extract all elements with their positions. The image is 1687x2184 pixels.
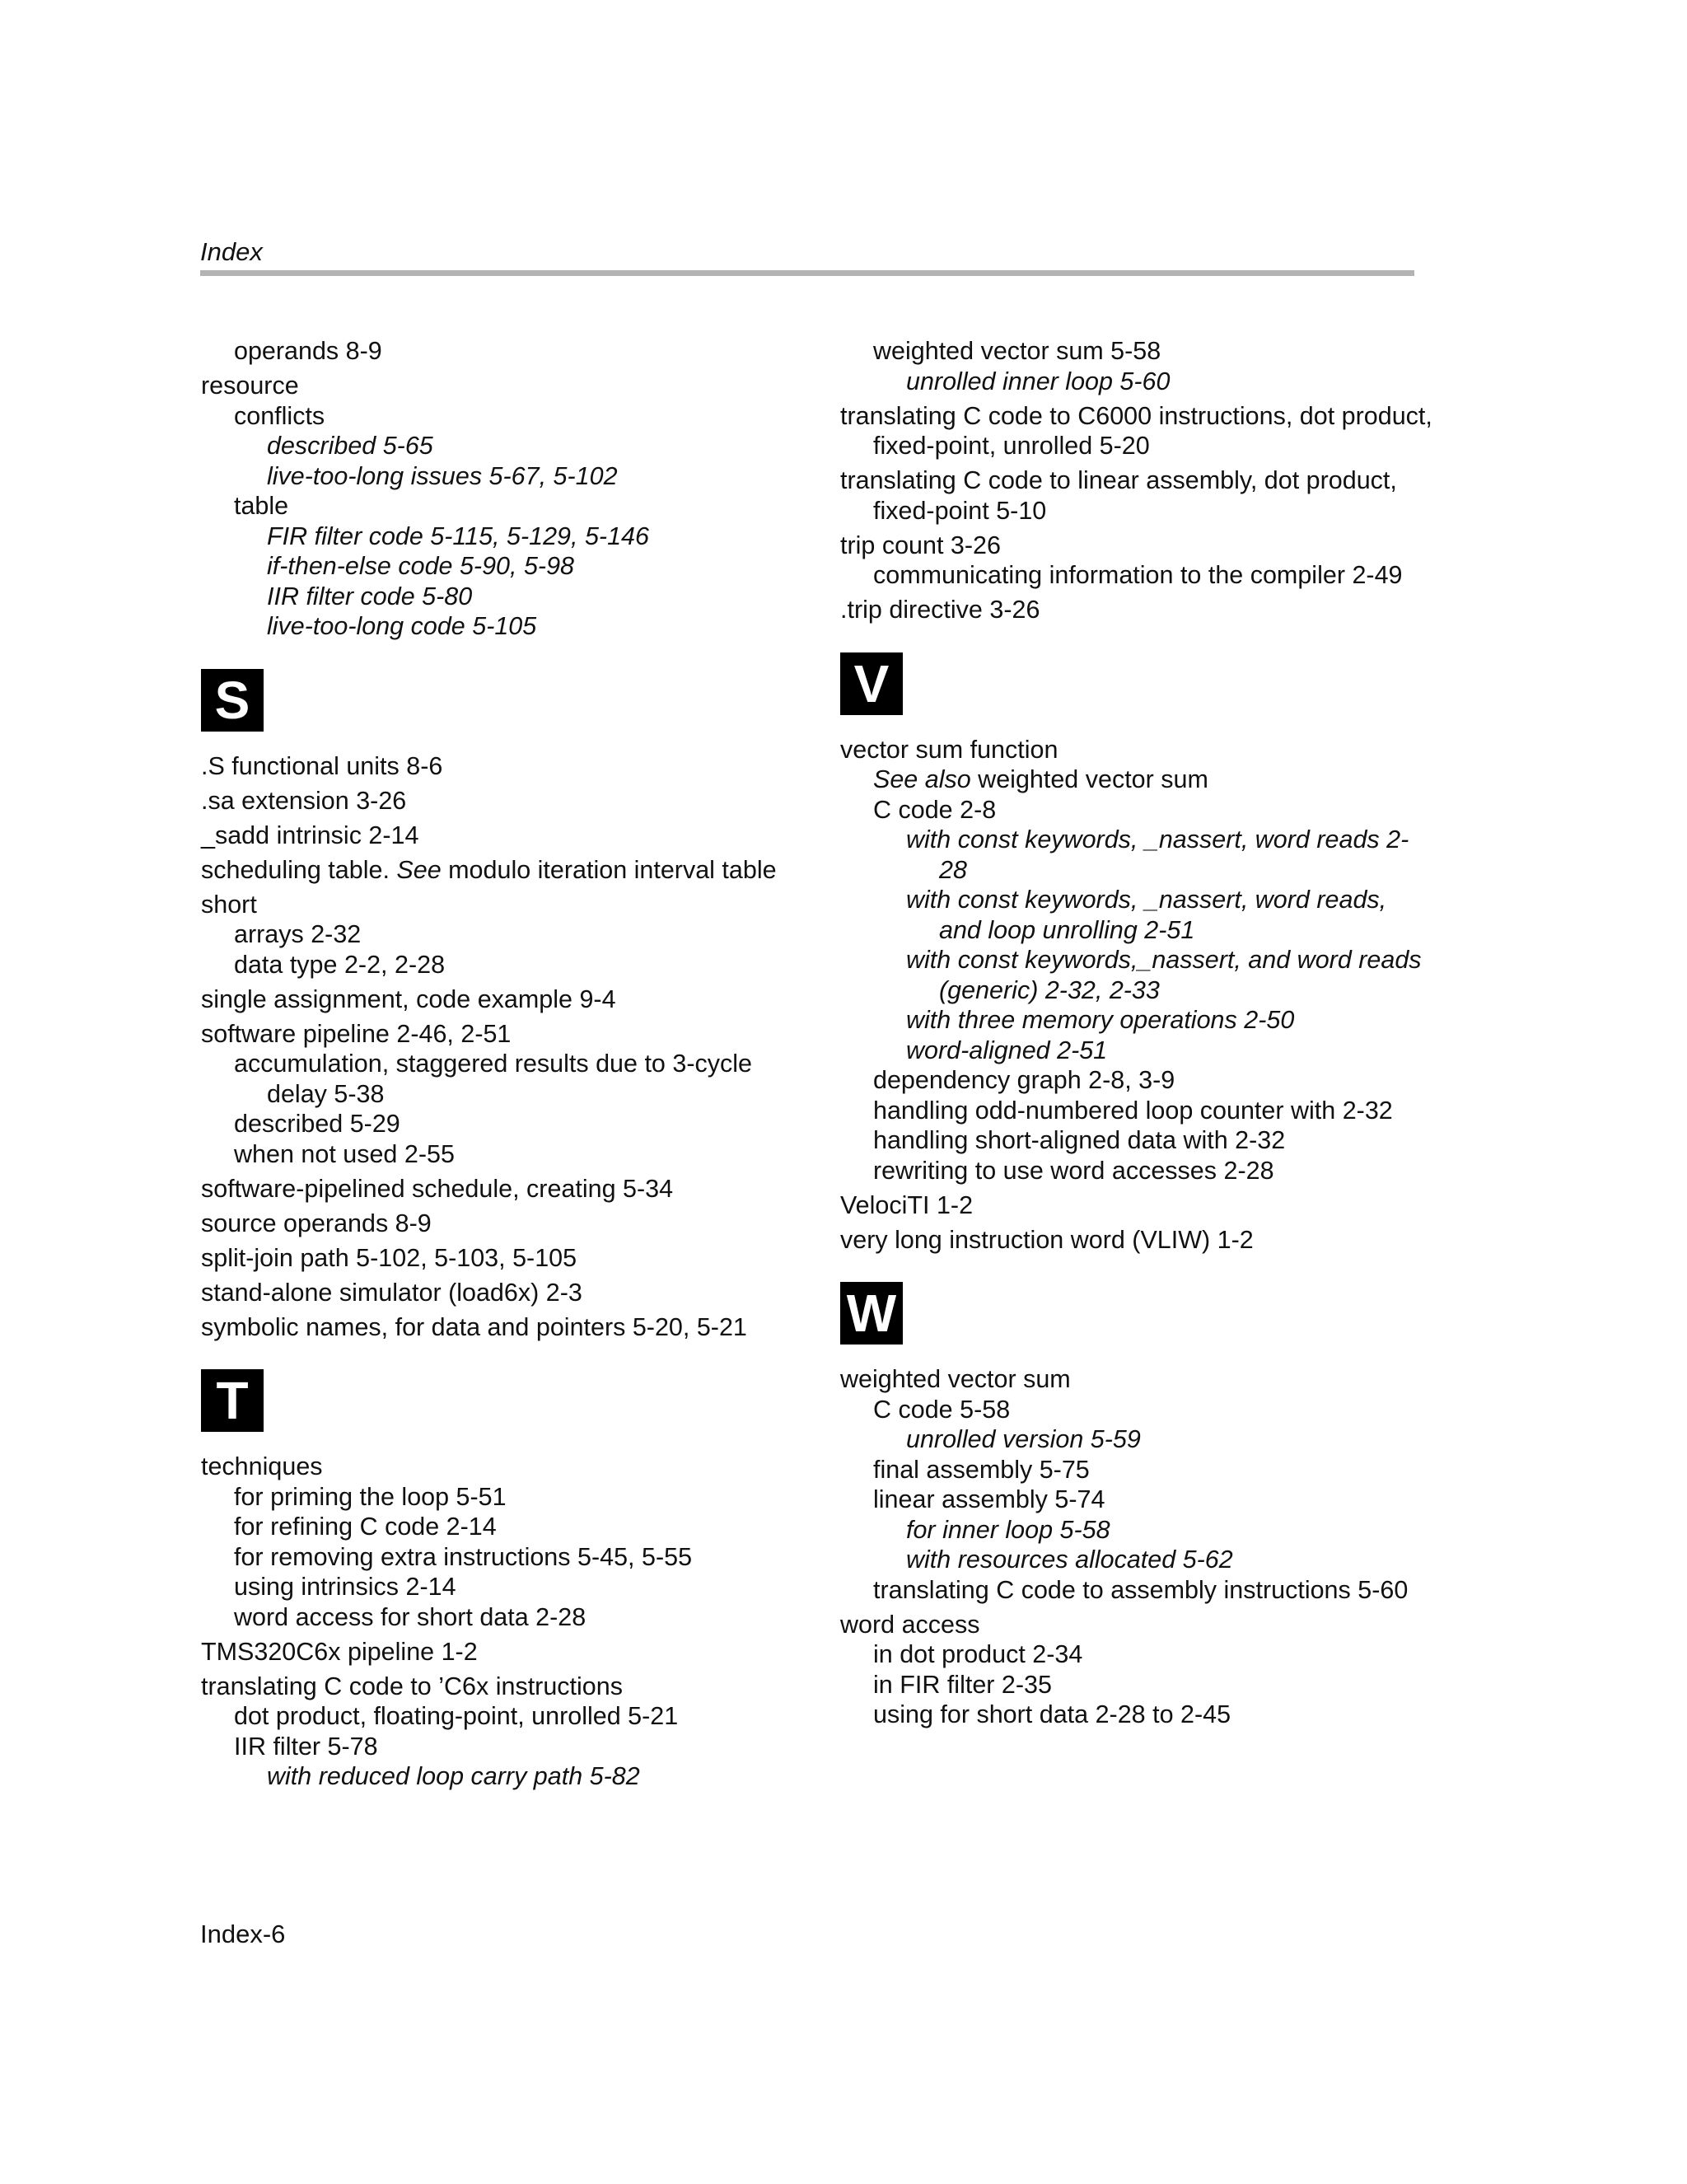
index-subentry: linear assembly 5-74	[873, 1485, 1105, 1513]
index-subentry: FIR filter code 5-115, 5-129, 5-146	[267, 521, 649, 550]
index-subentry: if-then-else code 5-90, 5-98	[267, 552, 574, 580]
index-subentry: with const keywords, _nassert, word reads 2-28	[906, 825, 1409, 884]
index-entry: weighted vector sum	[840, 1365, 1071, 1393]
index-subentry: with three memory operations 2-50	[906, 1006, 1295, 1034]
index-subentry: live-too-long code 5-105	[267, 612, 537, 640]
index-entry: very long instruction word (VLIW) 1-2	[840, 1225, 1254, 1254]
index-subentry: for inner loop 5-58	[906, 1515, 1110, 1544]
index-subentry: rewriting to use word accesses 2-28	[873, 1156, 1274, 1185]
index-subentry: with const keywords,_nassert, and word reads (generic) 2-32, 2-33	[906, 946, 1422, 1004]
index-entry: software-pipelined schedule, creating 5-34	[201, 1174, 674, 1203]
index-subentry: conflicts	[234, 401, 325, 430]
index-entry: resource	[201, 372, 299, 400]
section-letter-s: S	[201, 669, 264, 732]
index-group-s	[201, 751, 794, 1343]
index-subentry: dependency graph 2-8, 3-9	[873, 1066, 1175, 1094]
index-entry	[201, 855, 794, 886]
index-entry: translating C code to C6000 instructions, dot product, fixed-point, unrolled 5-20	[840, 401, 1432, 460]
see-reference: See	[396, 855, 442, 884]
index-entry: single assignment, code example 9-4	[201, 984, 616, 1013]
index-group-r-continued	[201, 336, 794, 642]
index-subentry	[873, 765, 1433, 795]
index-subentry: for removing extra instructions 5-45, 5-55	[234, 1542, 693, 1571]
index-subentry: data type 2-2, 2-28	[234, 950, 446, 979]
index-entry: word access	[840, 1610, 980, 1639]
index-group-t	[201, 1452, 794, 1792]
section-letter-t: T	[201, 1369, 264, 1432]
index-entry: source operands 8-9	[201, 1209, 432, 1237]
index-subentry: using for short data 2-28 to 2-45	[873, 1700, 1231, 1728]
index-subentry: C code 5-58	[873, 1395, 1011, 1424]
index-entry: trip count 3-26	[840, 531, 1001, 559]
index-subentry: handling odd-numbered loop counter with 2-32	[873, 1096, 1393, 1125]
index-group-t-continued	[840, 336, 1433, 625]
index-subentry: handling short-aligned data with 2-32	[873, 1126, 1286, 1154]
running-header: Index	[200, 237, 263, 266]
index-subentry: IIR filter 5-78	[234, 1732, 378, 1761]
index-subentry: with const keywords, _nassert, word reads, and loop unrolling 2-51	[906, 886, 1387, 944]
index-entry: translating C code to linear assembly, dot product, fixed-point 5-10	[840, 466, 1397, 525]
index-subentry: operands 8-9	[234, 337, 382, 365]
index-entry: _sadd intrinsic 2-14	[201, 821, 419, 849]
section-letter-v: V	[840, 652, 903, 715]
index-subentry: IIR filter code 5-80	[267, 582, 473, 610]
index-entry: vector sum function	[840, 735, 1058, 764]
index-entry: TMS320C6x pipeline 1-2	[201, 1637, 478, 1666]
index-entry: techniques	[201, 1452, 323, 1480]
index-subentry: described 5-65	[267, 432, 433, 460]
section-letter-w: W	[840, 1282, 903, 1345]
index-subentry: arrays 2-32	[234, 920, 362, 948]
see-target: weighted vector sum	[970, 765, 1208, 793]
index-subentry: translating C code to assembly instructions 5-60	[873, 1575, 1409, 1604]
index-entry: VelociTI 1-2	[840, 1190, 974, 1219]
index-entry: symbolic names, for data and pointers 5-20, 5-21	[201, 1312, 747, 1341]
index-column-right	[840, 336, 1433, 1730]
index-subentry: for priming the loop 5-51	[234, 1482, 507, 1511]
index-subentry: for refining C code 2-14	[234, 1513, 497, 1541]
see-also-reference: See also	[873, 765, 971, 793]
index-subentry: when not used 2-55	[234, 1139, 455, 1168]
index-subentry: weighted vector sum 5-58	[873, 337, 1161, 365]
index-subentry: with resources allocated 5-62	[906, 1546, 1233, 1574]
index-entry: short	[201, 890, 257, 919]
index-entry: split-join path 5-102, 5-103, 5-105	[201, 1243, 577, 1272]
index-subentry: in dot product 2-34	[873, 1640, 1083, 1668]
index-subentry: described 5-29	[234, 1110, 400, 1138]
index-subentry: accumulation, staggered results due to 3-cycle delay 5-38	[234, 1050, 752, 1108]
index-subentry: using intrinsics 2-14	[234, 1573, 456, 1601]
index-entry: stand-alone simulator (load6x) 2-3	[201, 1278, 582, 1307]
index-subentry: communicating information to the compiler 2-49	[873, 561, 1403, 589]
index-entry: .trip directive 3-26	[840, 596, 1040, 624]
index-subentry: unrolled inner loop 5-60	[906, 367, 1171, 395]
index-subentry: table	[234, 492, 289, 520]
page-number: Index-6	[200, 1920, 286, 1948]
see-target: modulo iteration interval table	[441, 855, 777, 884]
index-group-v	[840, 735, 1433, 1256]
index-subentry: final assembly 5-75	[873, 1455, 1090, 1484]
index-subentry: word access for short data 2-28	[234, 1602, 586, 1631]
index-column-left	[201, 336, 794, 1792]
index-entry: .S functional units 8-6	[201, 751, 443, 780]
index-entry: .sa extension 3-26	[201, 786, 407, 815]
index-subentry: unrolled version 5-59	[906, 1425, 1141, 1453]
header-rule	[200, 270, 1414, 276]
index-subentry: live-too-long issues 5-67, 5-102	[267, 461, 618, 490]
index-subentry: dot product, floating-point, unrolled 5-21	[234, 1702, 679, 1730]
index-group-w	[840, 1364, 1433, 1730]
index-entry-text: scheduling table.	[201, 855, 397, 884]
index-subentry: C code 2-8	[873, 795, 997, 824]
index-subentry: in FIR filter 2-35	[873, 1670, 1052, 1699]
index-entry: translating C code to ’C6x instructions	[201, 1672, 623, 1700]
index-subentry: with reduced loop carry path 5-82	[267, 1762, 640, 1790]
index-subentry: word-aligned 2-51	[906, 1036, 1108, 1064]
index-entry: software pipeline 2-46, 2-51	[201, 1019, 512, 1048]
